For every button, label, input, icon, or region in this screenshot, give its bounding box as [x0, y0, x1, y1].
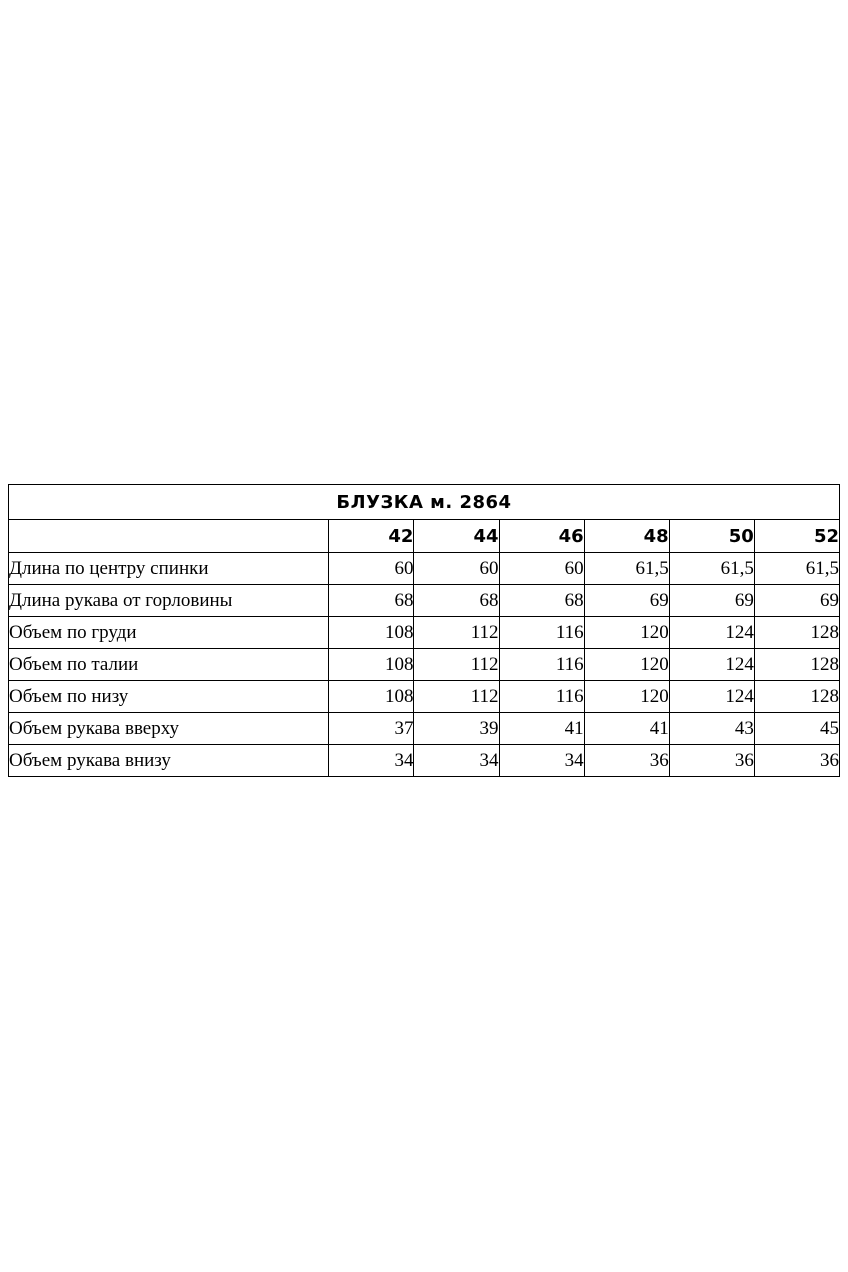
table-row — [9, 649, 840, 681]
size-header-48: 48 — [584, 520, 669, 553]
measurement-value: 69 — [669, 585, 754, 617]
measurement-value: 128 — [754, 681, 839, 713]
measurement-value: 124 — [669, 649, 754, 681]
measurement-value: 60 — [329, 553, 414, 585]
table-title: БЛУЗКА м. 2864 — [9, 485, 840, 520]
measurement-value: 68 — [414, 585, 499, 617]
measurement-value: 120 — [584, 681, 669, 713]
measurement-value: 116 — [499, 617, 584, 649]
table-row — [9, 585, 840, 617]
measurement-label: Объем по груди — [9, 617, 329, 649]
size-header-52: 52 — [754, 520, 839, 553]
measurement-value: 61,5 — [754, 553, 839, 585]
table-row — [9, 617, 840, 649]
size-chart-container — [8, 484, 840, 777]
measurement-value: 112 — [414, 681, 499, 713]
measurement-label: Длина рукава от горловины — [9, 585, 329, 617]
measurement-value: 36 — [754, 745, 839, 777]
measurement-label: Объем по талии — [9, 649, 329, 681]
measurement-value: 39 — [414, 713, 499, 745]
measurement-value: 128 — [754, 617, 839, 649]
measurement-label: Объем рукава внизу — [9, 745, 329, 777]
table-row — [9, 681, 840, 713]
table-row — [9, 553, 840, 585]
table-row — [9, 745, 840, 777]
measurement-value: 108 — [329, 681, 414, 713]
measurement-value: 34 — [499, 745, 584, 777]
measurement-value: 69 — [584, 585, 669, 617]
size-header-44: 44 — [414, 520, 499, 553]
measurement-value: 34 — [414, 745, 499, 777]
table-header-row — [9, 520, 840, 553]
measurement-value: 120 — [584, 649, 669, 681]
size-header-50: 50 — [669, 520, 754, 553]
measurement-value: 60 — [414, 553, 499, 585]
table-title-row — [9, 485, 840, 520]
measurement-value: 61,5 — [669, 553, 754, 585]
measurement-value: 41 — [499, 713, 584, 745]
measurement-value: 36 — [584, 745, 669, 777]
measurement-value: 108 — [329, 617, 414, 649]
size-header-46: 46 — [499, 520, 584, 553]
measurement-value: 34 — [329, 745, 414, 777]
measurement-value: 112 — [414, 649, 499, 681]
header-corner-cell — [9, 520, 329, 553]
size-header-42: 42 — [329, 520, 414, 553]
measurement-value: 68 — [329, 585, 414, 617]
table-row — [9, 713, 840, 745]
measurement-value: 124 — [669, 681, 754, 713]
measurement-label: Объем рукава вверху — [9, 713, 329, 745]
measurement-value: 112 — [414, 617, 499, 649]
measurement-value: 45 — [754, 713, 839, 745]
measurement-value: 116 — [499, 681, 584, 713]
measurement-value: 120 — [584, 617, 669, 649]
measurement-value: 60 — [499, 553, 584, 585]
measurement-value: 37 — [329, 713, 414, 745]
measurement-value: 36 — [669, 745, 754, 777]
measurement-value: 68 — [499, 585, 584, 617]
measurement-value: 43 — [669, 713, 754, 745]
measurement-label: Объем по низу — [9, 681, 329, 713]
measurement-value: 128 — [754, 649, 839, 681]
measurement-value: 108 — [329, 649, 414, 681]
measurement-value: 124 — [669, 617, 754, 649]
measurement-value: 41 — [584, 713, 669, 745]
size-chart-table — [8, 484, 840, 777]
measurement-label: Длина по центру спинки — [9, 553, 329, 585]
measurement-value: 61,5 — [584, 553, 669, 585]
measurement-value: 116 — [499, 649, 584, 681]
measurement-value: 69 — [754, 585, 839, 617]
